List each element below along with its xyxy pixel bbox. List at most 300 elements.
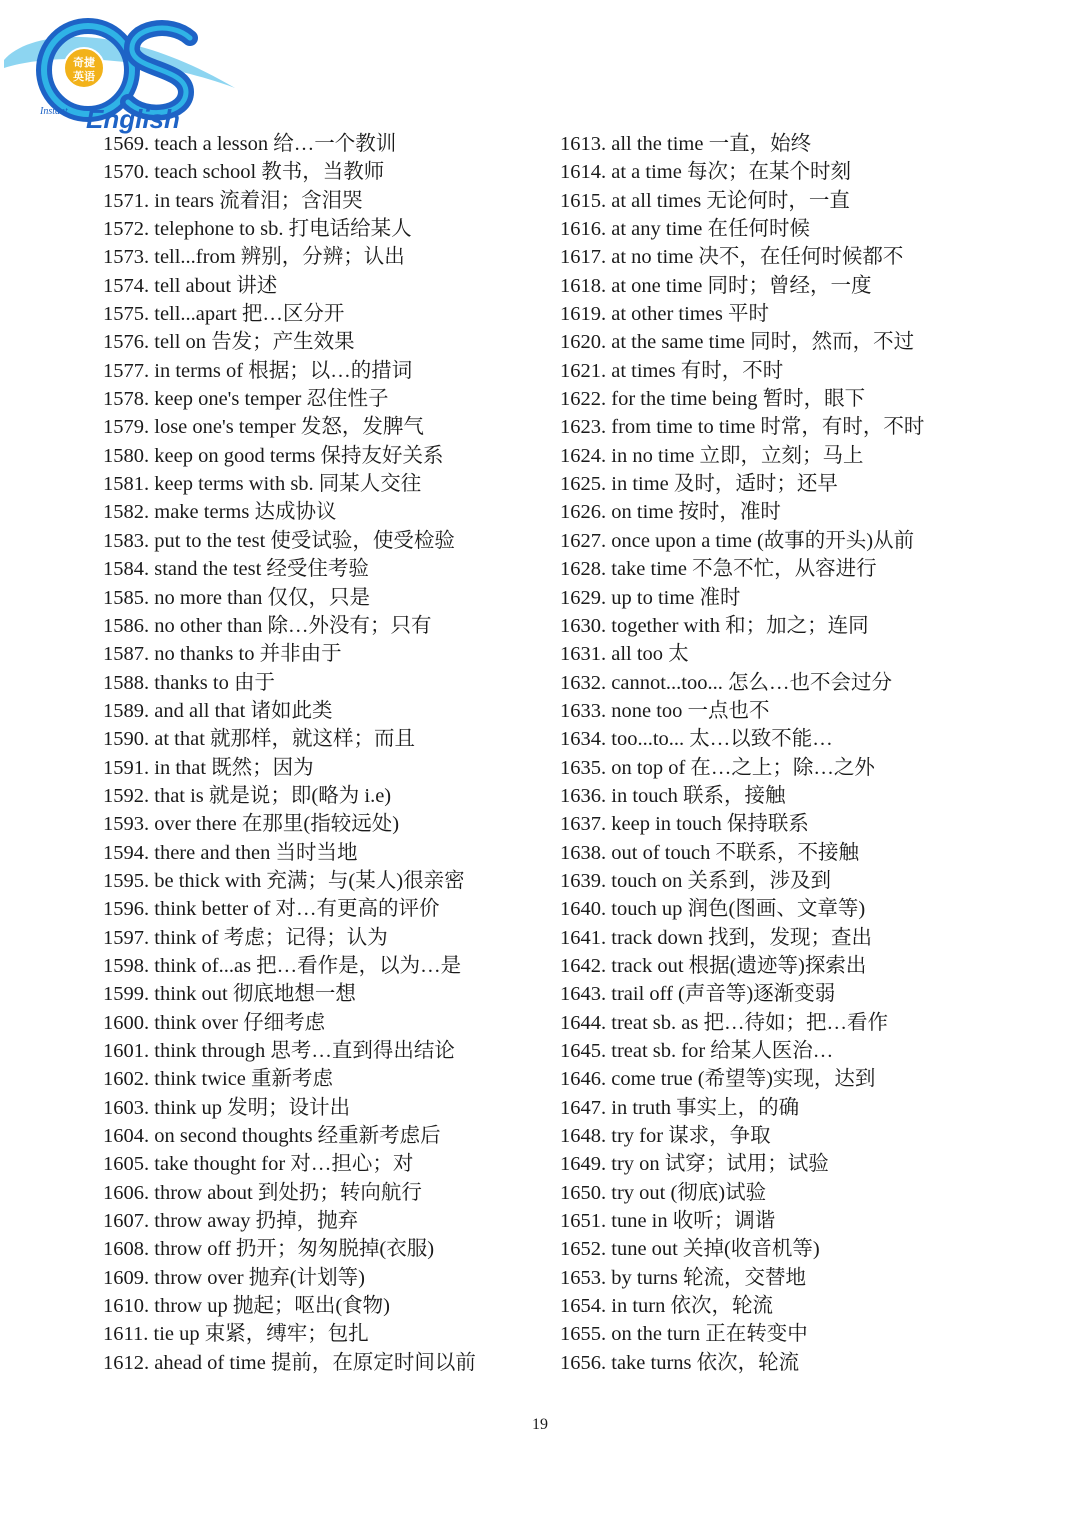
phrase-entry: [103, 1009, 476, 1037]
entry-phrase: over there: [154, 813, 237, 836]
phrase-entry: [103, 272, 476, 300]
phrase-entry: [103, 385, 476, 413]
phrase-entry: [560, 782, 924, 810]
entry-number: 1642.: [560, 954, 607, 977]
entry-number: 1619.: [560, 303, 607, 326]
entry-meaning: 达成协议: [254, 501, 337, 524]
entry-phrase: tie up: [153, 1323, 200, 1346]
phrase-entry: [560, 1349, 924, 1377]
phrase-entry: [560, 1207, 924, 1235]
entry-meaning: 对…有更高的评价: [275, 898, 440, 921]
phrase-entry: [103, 640, 476, 668]
entry-number: 1611.: [103, 1323, 149, 1346]
entry-phrase: think twice: [154, 1068, 246, 1091]
entry-number: 1597.: [103, 926, 150, 949]
phrase-entry: [103, 697, 476, 725]
logo-word: English: [86, 104, 180, 134]
entry-meaning: 讲述: [236, 274, 278, 297]
entry-meaning: 由于: [233, 671, 275, 694]
entry-meaning: 重新考虑: [251, 1068, 334, 1091]
entry-phrase: take time: [611, 558, 687, 581]
entry-meaning: 试穿；试用；试验: [664, 1153, 829, 1176]
phrase-entry: [103, 980, 476, 1008]
entry-meaning: 仅仅，只是: [267, 586, 371, 609]
entry-phrase: try out: [611, 1181, 666, 1204]
entry-meaning: 在那里(指较远处): [241, 813, 400, 836]
entry-meaning: 就那样，就这样；而且: [210, 728, 416, 751]
phrase-entry: [103, 924, 476, 952]
phrase-entry: [103, 754, 476, 782]
entry-number: 1635.: [560, 756, 607, 779]
entry-phrase: on the turn: [611, 1323, 701, 1346]
entry-number: 1649.: [560, 1153, 607, 1176]
entry-phrase: in terms of: [154, 359, 244, 382]
entry-meaning: 发怒，发脾气: [300, 416, 424, 439]
entry-phrase: take turns: [611, 1351, 692, 1374]
entry-number: 1634.: [560, 728, 607, 751]
entry-phrase: tune out: [611, 1238, 678, 1261]
entry-phrase: at times: [611, 359, 676, 382]
right-column: [560, 130, 924, 1377]
instant-english-logo: [0, 10, 240, 138]
entry-meaning: 除…外没有；只有: [267, 614, 432, 637]
phrase-entry: [103, 413, 476, 441]
phrase-entry: [560, 612, 924, 640]
entry-number: 1572.: [103, 218, 150, 241]
entry-phrase: teach a lesson: [154, 133, 269, 155]
entry-phrase: think better of: [154, 898, 271, 921]
entry-phrase: out of touch: [611, 841, 711, 864]
phrase-entry: [560, 1320, 924, 1348]
entry-phrase: none too: [611, 699, 683, 722]
entry-number: 1625.: [560, 473, 607, 496]
entry-number: 1648.: [560, 1125, 607, 1148]
phrase-entry: [560, 980, 924, 1008]
entry-meaning: 太…以致不能…: [689, 728, 833, 751]
entry-number: 1585.: [103, 586, 150, 609]
phrase-entry: [103, 300, 476, 328]
entry-meaning: 考虑；记得；认为: [223, 926, 388, 949]
entry-phrase: stand the test: [154, 558, 262, 581]
entry-meaning: 关系到，涉及到: [687, 869, 832, 892]
entry-number: 1644.: [560, 1011, 607, 1034]
entry-meaning: 暂时，眼下: [762, 388, 866, 411]
entry-phrase: think of...as: [154, 954, 252, 977]
entry-meaning: 依次，轮流: [696, 1351, 800, 1374]
phrase-entry: [103, 470, 476, 498]
entry-number: 1598.: [103, 954, 150, 977]
phrase-entry: [560, 1264, 924, 1292]
page-number: 19: [532, 1416, 548, 1433]
phrase-entry: [560, 1065, 924, 1093]
phrase-entry: [560, 924, 924, 952]
phrase-entry: [560, 1009, 924, 1037]
entry-number: 1651.: [560, 1210, 607, 1233]
entry-phrase: think through: [154, 1040, 266, 1062]
entry-meaning: 把…区分开: [241, 303, 345, 326]
entry-meaning: 平时: [727, 303, 769, 326]
entry-number: 1656.: [560, 1351, 607, 1374]
entry-phrase: all too: [611, 643, 664, 666]
entry-phrase: in touch: [611, 784, 678, 807]
entry-meaning: 怎么…也不会过分: [727, 671, 892, 694]
entry-phrase: track out: [611, 954, 684, 977]
phrase-entry: [560, 640, 924, 668]
entry-meaning: 同时；曾经，一度: [707, 274, 872, 297]
entry-phrase: try for: [611, 1125, 664, 1148]
entry-phrase: touch on: [611, 869, 683, 892]
entry-number: 1626.: [560, 501, 607, 524]
entry-phrase: no thanks to: [154, 643, 255, 666]
entry-number: 1588.: [103, 671, 150, 694]
entry-meaning: 一点也不: [687, 699, 770, 722]
phrase-entry: [560, 895, 924, 923]
entry-meaning: 保持友好关系: [320, 444, 444, 467]
entry-phrase: no other than: [154, 614, 263, 637]
entry-meaning: (故事的开头)从前: [756, 529, 915, 552]
entry-meaning: 抛弃(计划等): [248, 1266, 365, 1289]
entry-number: 1606.: [103, 1181, 150, 1204]
entry-number: 1576.: [103, 331, 150, 354]
phrase-entry: [560, 754, 924, 782]
entry-phrase: at the same time: [611, 331, 746, 354]
entry-number: 1605.: [103, 1153, 150, 1176]
entry-meaning: 打电话给某人: [288, 218, 412, 241]
entry-phrase: think up: [154, 1096, 223, 1119]
entry-phrase: throw up: [154, 1295, 228, 1318]
entry-number: 1602.: [103, 1068, 150, 1091]
entry-meaning: 充满；与(某人)很亲密: [266, 869, 465, 892]
entry-number: 1604.: [103, 1125, 150, 1148]
entry-meaning: 把…看作是，以为…是: [256, 954, 462, 977]
phrase-entry: [103, 357, 476, 385]
entry-number: 1617.: [560, 246, 607, 269]
entry-meaning: 在…之上；除…之外: [690, 756, 875, 779]
entry-number: 1590.: [103, 728, 150, 751]
phrase-entry: [560, 669, 924, 697]
phrase-entry: [560, 810, 924, 838]
entry-number: 1595.: [103, 869, 150, 892]
entry-meaning: 根据；以…的措词: [248, 359, 413, 382]
entry-number: 1653.: [560, 1266, 607, 1289]
entry-meaning: 有时，不时: [680, 359, 784, 382]
phrase-entry: [560, 839, 924, 867]
entry-phrase: throw off: [154, 1238, 231, 1261]
entry-number: 1610.: [103, 1295, 150, 1318]
entry-meaning: 决不，在任何时候都不: [698, 246, 904, 269]
entry-number: 1587.: [103, 643, 150, 666]
entry-phrase: telephone to sb.: [154, 218, 284, 241]
entry-phrase: think out: [154, 983, 228, 1006]
entry-number: 1584.: [103, 558, 150, 581]
entry-meaning: 教书，当教师: [261, 161, 385, 184]
entry-number: 1581.: [103, 473, 150, 496]
entry-phrase: put to the test: [154, 529, 266, 552]
phrase-entry: [103, 1150, 476, 1178]
entry-meaning: 抛起；呕出(食物): [232, 1295, 390, 1318]
phrase-entry: [560, 1037, 924, 1065]
entry-phrase: up to time: [611, 586, 695, 609]
entry-meaning: 找到，发现；查出: [708, 926, 873, 949]
entry-meaning: 告发；产生效果: [211, 331, 355, 354]
entry-number: 1654.: [560, 1295, 607, 1318]
phrase-entry: [560, 357, 924, 385]
logo-prefix: Instant: [40, 106, 68, 117]
entry-number: 1638.: [560, 841, 607, 864]
phrase-entry: [103, 158, 476, 186]
entry-phrase: at any time: [611, 218, 703, 241]
entry-meaning: 对…担心；对: [290, 1153, 414, 1176]
entry-number: 1607.: [103, 1210, 150, 1233]
entry-phrase: and all that: [154, 699, 246, 722]
phrase-entry: [103, 810, 476, 838]
entry-number: 1633.: [560, 699, 607, 722]
left-column: [103, 130, 476, 1377]
entry-number: 1636.: [560, 784, 607, 807]
phrase-entry: [103, 215, 476, 243]
entry-phrase: lose one's temper: [154, 416, 296, 439]
phrase-entry: [103, 1320, 476, 1348]
entry-phrase: no more than: [154, 586, 263, 609]
entry-meaning: 和；加之；连同: [725, 614, 869, 637]
entry-phrase: trail off: [611, 983, 673, 1006]
phrase-entry: [560, 725, 924, 753]
entry-meaning: (希望等)实现，达到: [697, 1068, 876, 1091]
entry-meaning: 联系，接触: [683, 784, 786, 807]
phrase-entry: [103, 1207, 476, 1235]
phrase-entry: [103, 1094, 476, 1122]
phrase-entry: [560, 413, 924, 441]
phrase-entry: [103, 498, 476, 526]
phrase-entry: [103, 442, 476, 470]
entry-number: 1593.: [103, 813, 150, 836]
entry-meaning: 思考…直到得出结论: [270, 1040, 455, 1062]
entry-phrase: think of: [154, 926, 219, 949]
phrase-entry: [103, 1037, 476, 1065]
entry-phrase: in tears: [154, 189, 215, 212]
entry-number: 1620.: [560, 331, 607, 354]
entry-meaning: 并非由于: [259, 643, 342, 666]
entry-meaning: 太: [668, 643, 689, 666]
entry-number: 1582.: [103, 501, 150, 524]
entry-meaning: 准时: [699, 586, 741, 609]
logo-badge-line2: 英语: [73, 70, 95, 83]
entry-meaning: 扔开；匆匆脱掉(衣服): [235, 1238, 435, 1261]
entry-phrase: at that: [154, 728, 205, 751]
entry-number: 1591.: [103, 756, 150, 779]
entry-phrase: from time to time: [611, 416, 756, 439]
entry-meaning: 到处扔；转向航行: [257, 1181, 422, 1204]
entry-meaning: 经重新考虑后: [317, 1125, 441, 1148]
entry-number: 1589.: [103, 699, 150, 722]
entry-number: 1601.: [103, 1040, 150, 1062]
entry-phrase: there and then: [154, 841, 271, 864]
entry-phrase: throw over: [154, 1266, 244, 1289]
entry-phrase: thanks to: [154, 671, 229, 694]
entry-meaning: 流着泪；含泪哭: [219, 189, 363, 212]
entry-meaning: (彻底)试验: [670, 1181, 767, 1204]
entry-number: 1655.: [560, 1323, 607, 1346]
entry-number: 1641.: [560, 926, 607, 949]
entry-meaning: 保持联系: [726, 813, 809, 836]
phrase-entry: [560, 555, 924, 583]
entry-meaning: 提前，在原定时间以前: [270, 1351, 476, 1374]
entry-meaning: 一直，始终: [708, 133, 812, 155]
entry-meaning: 谋求，争取: [668, 1125, 771, 1148]
phrase-entry: [103, 725, 476, 753]
entry-number: 1639.: [560, 869, 607, 892]
entry-meaning: 收听；调谐: [672, 1210, 776, 1233]
entry-number: 1574.: [103, 274, 150, 297]
entry-phrase: ahead of time: [154, 1351, 266, 1374]
phrase-entry: [560, 243, 924, 271]
entry-meaning: 时常，有时，不时: [760, 416, 925, 439]
phrase-entry: [560, 470, 924, 498]
entry-number: 1637.: [560, 813, 607, 836]
entry-number: 1609.: [103, 1266, 150, 1289]
entry-number: 1631.: [560, 643, 607, 666]
entry-number: 1577.: [103, 359, 150, 382]
entry-phrase: on time: [611, 501, 674, 524]
entry-number: 1647.: [560, 1096, 607, 1119]
entry-phrase: for the time being: [611, 388, 758, 411]
entry-number: 1596.: [103, 898, 150, 921]
entry-meaning: 彻底地想一想: [232, 983, 356, 1006]
phrase-entry: [560, 130, 924, 158]
entry-phrase: in turn: [611, 1295, 666, 1318]
entry-phrase: tell about: [154, 274, 232, 297]
entry-phrase: treat sb. as: [611, 1011, 699, 1034]
logo-badge-line1: 奇捷: [73, 56, 95, 69]
entry-meaning: 润色(图画、文章等): [687, 898, 866, 921]
entry-phrase: once upon a time: [611, 529, 752, 552]
phrase-entry: [560, 952, 924, 980]
entry-phrase: cannot...too...: [611, 671, 723, 694]
phrase-entry: [560, 385, 924, 413]
entry-phrase: tell on: [154, 331, 207, 354]
entry-phrase: treat sb. for: [611, 1040, 706, 1062]
entry-phrase: tune in: [611, 1210, 668, 1233]
entry-phrase: think over: [154, 1011, 238, 1034]
entry-meaning: 根据(遗迹等)探索出: [688, 954, 867, 977]
entry-meaning: 给某人医治…: [710, 1040, 834, 1062]
entry-number: 1616.: [560, 218, 607, 241]
phrase-entry: [103, 895, 476, 923]
entry-number: 1645.: [560, 1040, 607, 1062]
phrase-entry: [103, 130, 476, 158]
phrase-entry: [103, 782, 476, 810]
entry-phrase: teach school: [154, 161, 257, 184]
entry-meaning: 立即，立刻；马上: [699, 444, 864, 467]
entry-phrase: in that: [154, 756, 207, 779]
entry-number: 1570.: [103, 161, 150, 184]
entry-phrase: keep terms with sb.: [154, 473, 314, 496]
entry-number: 1603.: [103, 1096, 150, 1119]
phrase-entry: [103, 555, 476, 583]
entry-meaning: 在任何时候: [707, 218, 810, 241]
entry-meaning: 事实上，的确: [676, 1096, 800, 1119]
entry-phrase: on second thoughts: [154, 1125, 313, 1148]
phrase-entry: [560, 328, 924, 356]
entry-meaning: 忍住性子: [306, 388, 389, 411]
entry-number: 1652.: [560, 1238, 607, 1261]
entry-meaning: 按时，准时: [678, 501, 781, 524]
phrase-entry: [560, 300, 924, 328]
entry-number: 1579.: [103, 416, 150, 439]
entry-number: 1573.: [103, 246, 150, 269]
phrase-entry: [103, 584, 476, 612]
phrase-entry: [103, 1264, 476, 1292]
entry-meaning: 既然；因为: [211, 756, 314, 779]
entry-phrase: that is: [154, 784, 204, 807]
entry-meaning: (声音等)逐渐变弱: [678, 983, 836, 1006]
entry-number: 1583.: [103, 529, 150, 552]
entry-meaning: 每次；在某个时刻: [686, 161, 851, 184]
entry-meaning: 同某人交往: [318, 473, 422, 496]
entry-meaning: 关掉(收音机等): [683, 1238, 820, 1261]
phrase-entry: [103, 612, 476, 640]
entry-number: 1643.: [560, 983, 607, 1006]
phrase-entry: [560, 1150, 924, 1178]
entry-number: 1629.: [560, 586, 607, 609]
entry-number: 1614.: [560, 161, 607, 184]
phrase-entry: [560, 158, 924, 186]
entry-phrase: throw about: [154, 1181, 253, 1204]
entry-meaning: 不急不忙，从容进行: [692, 558, 877, 581]
entry-phrase: take thought for: [154, 1153, 286, 1176]
entry-meaning: 仔细考虑: [243, 1011, 326, 1034]
entry-number: 1612.: [103, 1351, 150, 1374]
entry-meaning: 辨别，分辨；认出: [240, 246, 405, 269]
entry-meaning: 就是说；即(略为 i.e): [208, 784, 392, 807]
phrase-entry: [560, 1122, 924, 1150]
entry-meaning: 给…一个教训: [273, 133, 397, 155]
entry-meaning: 不联系，不接触: [715, 841, 859, 864]
phrase-entry: [103, 1349, 476, 1377]
entry-phrase: come true: [611, 1068, 693, 1091]
entry-meaning: 经受住考验: [266, 558, 369, 581]
phrase-entry: [560, 215, 924, 243]
entry-number: 1592.: [103, 784, 150, 807]
entry-meaning: 把…待如；把…看作: [703, 1011, 888, 1034]
phrase-entry: [560, 1179, 924, 1207]
phrase-entry: [560, 697, 924, 725]
entry-number: 1632.: [560, 671, 607, 694]
entry-number: 1650.: [560, 1181, 607, 1204]
entry-phrase: on top of: [611, 756, 686, 779]
entry-number: 1594.: [103, 841, 150, 864]
entry-meaning: 使受试验，使受检验: [270, 529, 455, 552]
entry-number: 1615.: [560, 189, 607, 212]
entry-phrase: at other times: [611, 303, 723, 326]
entry-number: 1622.: [560, 388, 607, 411]
phrase-entry: [560, 1094, 924, 1122]
entry-phrase: track down: [611, 926, 703, 949]
phrase-entry: [103, 952, 476, 980]
entry-number: 1646.: [560, 1068, 607, 1091]
entry-meaning: 正在转变中: [705, 1323, 808, 1346]
phrase-entry: [560, 187, 924, 215]
entry-phrase: at a time: [611, 161, 682, 184]
entry-number: 1640.: [560, 898, 607, 921]
entry-number: 1630.: [560, 614, 607, 637]
phrase-entry: [103, 867, 476, 895]
entry-number: 1628.: [560, 558, 607, 581]
entry-number: 1613.: [560, 133, 607, 155]
entry-meaning: 束紧，缚牢；包扎: [204, 1323, 369, 1346]
entry-phrase: by turns: [611, 1266, 678, 1289]
entry-phrase: all the time: [611, 133, 704, 155]
